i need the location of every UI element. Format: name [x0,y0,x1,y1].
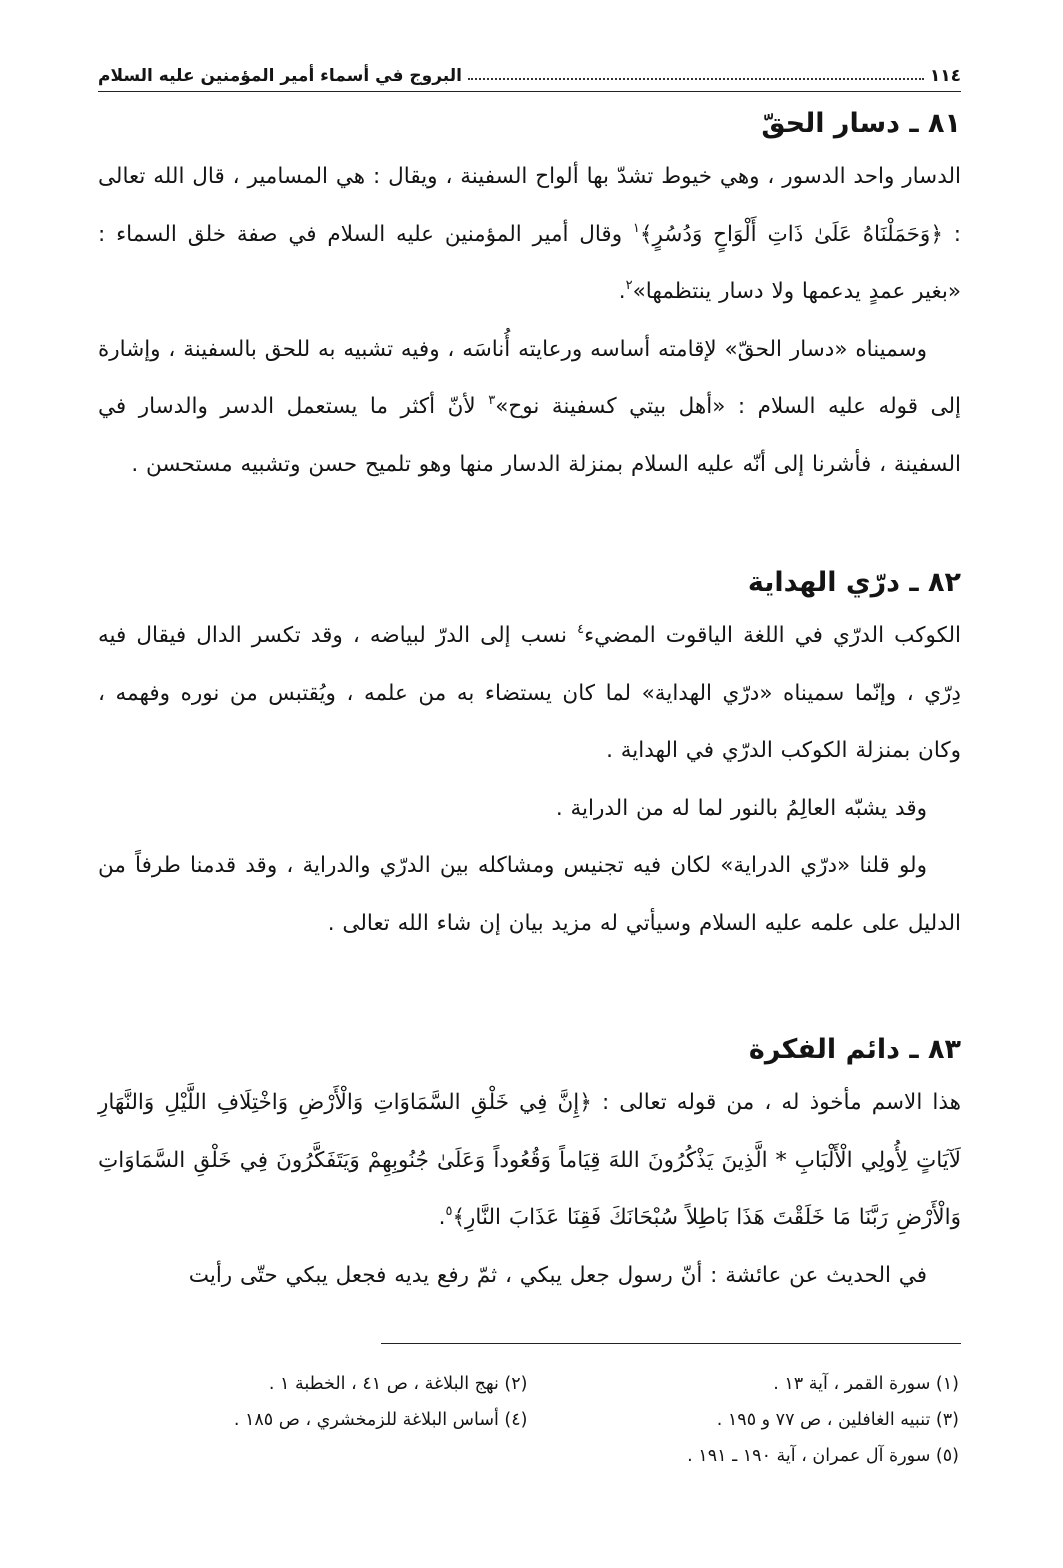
paragraph-text: هذا الاسم مأخوذ له ، من قوله تعالى : [591,1090,961,1115]
paragraph: في الحديث عن عائشة : أنّ رسول جعل يبكي ، ثمّ رفع يديه فجعل يبكي حتّى رأيت [188,1262,927,1288]
footnote-row [98,1438,961,1474]
page-number: ١١٤ [929,66,961,86]
paragraph-text: نسب إلى الدرّ لبياضه ، وقد تكسر الدال فيقال فيه دِرّي ، وإنّما سميناه «درّي الهداية» لما كان يستضاء به من علمه ، ويُقتبس من نوره وفهمه ، وكان بمنزلة الكوكب الدرّي في الهداية . [98,623,961,763]
footnote: (١) سورة القمر ، آية ١٣ . [773,1374,959,1394]
footnote-marker: ١ [632,220,640,236]
section-83 [98,1030,961,1304]
header-leader-dots [468,78,924,80]
paragraph-text: وسميناه «دسار الحقّ» لإقامته أساسه ورعايته أُناسَه ، وفيه تشبيه به للحق بالسفينة ، وإشارة إلى قوله عليه السلام : «أهل بيتي كسفينة نوح» [98,336,961,419]
paragraph [98,607,961,780]
footnote-marker: ٣ [488,393,496,408]
footnote-row [98,1366,961,1402]
footnote: (٢) نهج البلاغة ، ص ٤١ ، الخطبة ١ . [268,1374,528,1394]
footnote-separator [381,1343,961,1344]
footnote-marker: ٤ [577,622,585,637]
footnote-marker: ٢ [625,278,633,293]
paragraph: ولو قلنا «درّي الدراية» لكان فيه تجنيس ومشاكله بين الدرّي والدراية ، وقد قدمنا طرفاً من الدليل على علمه عليه السلام وسيأتي له مزيد بيان إن شاء الله تعالى . [98,853,961,936]
paragraph-text: لأنّ أكثر ما يستعمل الدسر والدسار في السفينة ، فأشرنا إلى أنّه عليه السلام بمنزلة الدسار منها وهو تلميح حسن وتشبيه مستحسن . [98,394,961,477]
section-heading: ٨١ ـ دسار الحقّ [761,108,961,139]
quran-verse: ﴿إِنَّ فِي خَلْقِ السَّمَاوَاتِ وَالْأَرْضِ وَاخْتِلَافِ اللَّيْلِ وَالنَّهَارِ لَآيَاتٍ لِأُولِي الْأَلْبَابِ * الَّذِينَ يَذْكُرُونَ اللهَ قِيَاماً وَقُعُوداً وَعَلَىٰ جُنُوبِهِمْ وَيَتَفَكَّرُونَ فِي خَلْقِ السَّمَاوَاتِ وَالْأَرْضِ رَبَّنَا مَا خَلَقْتَ هَذَا بَاطِلاً سُبْحَانَكَ فَقِنَا عَذَابَ النَّارِ﴾ [98,1090,961,1230]
paragraph-text: . [618,279,626,304]
running-header [98,58,961,86]
footnote: (٤) أساس البلاغة للزمخشري ، ص ١٨٥ . [233,1410,528,1430]
paragraph: وقد يشبّه العالِمُ بالنور لما له من الدراية . [555,795,927,821]
section-heading: ٨٣ ـ دائم الفكرة [748,1034,961,1065]
footnote: (٥) سورة آل عمران ، آية ١٩٠ ـ ١٩١ . [687,1446,959,1466]
footnotes [98,1366,961,1474]
section-81 [98,104,961,493]
section-82 [98,563,961,952]
quran-verse: ﴿وَحَمَلْنَاهُ عَلَىٰ ذَاتِ أَلْوَاحٍ وَدُسُرٍ﴾ [639,221,943,247]
paragraph [98,321,961,494]
paragraph [98,148,961,321]
paragraph-text: . [438,1205,446,1230]
paragraph [98,1074,961,1247]
paragraph-text: وقال أمير المؤمنين عليه السلام في صفة خلق السماء : «بغير عمدٍ يدعمها ولا دسار ينتظمها» [98,221,961,304]
book-title: البروج في أسماء أمير المؤمنين عليه السلام [98,66,462,86]
book-page [98,0,961,1568]
header-rule [98,91,961,92]
footnote-marker: ٥ [445,1204,453,1219]
footnote: (٣) تنبيه الغافلين ، ص ٧٧ و ١٩٥ . [716,1410,959,1430]
section-heading: ٨٢ ـ درّي الهداية [747,567,961,598]
paragraph-text: الدسار واحد الدسور ، وهي خيوط تشدّ بها ألواح السفينة ، ويقال : هي المسامير ، قال الله تعالى : [98,164,961,247]
footnote-row [98,1402,961,1438]
paragraph-text: الكوكب الدرّي في اللغة الياقوت المضيء [584,623,961,648]
